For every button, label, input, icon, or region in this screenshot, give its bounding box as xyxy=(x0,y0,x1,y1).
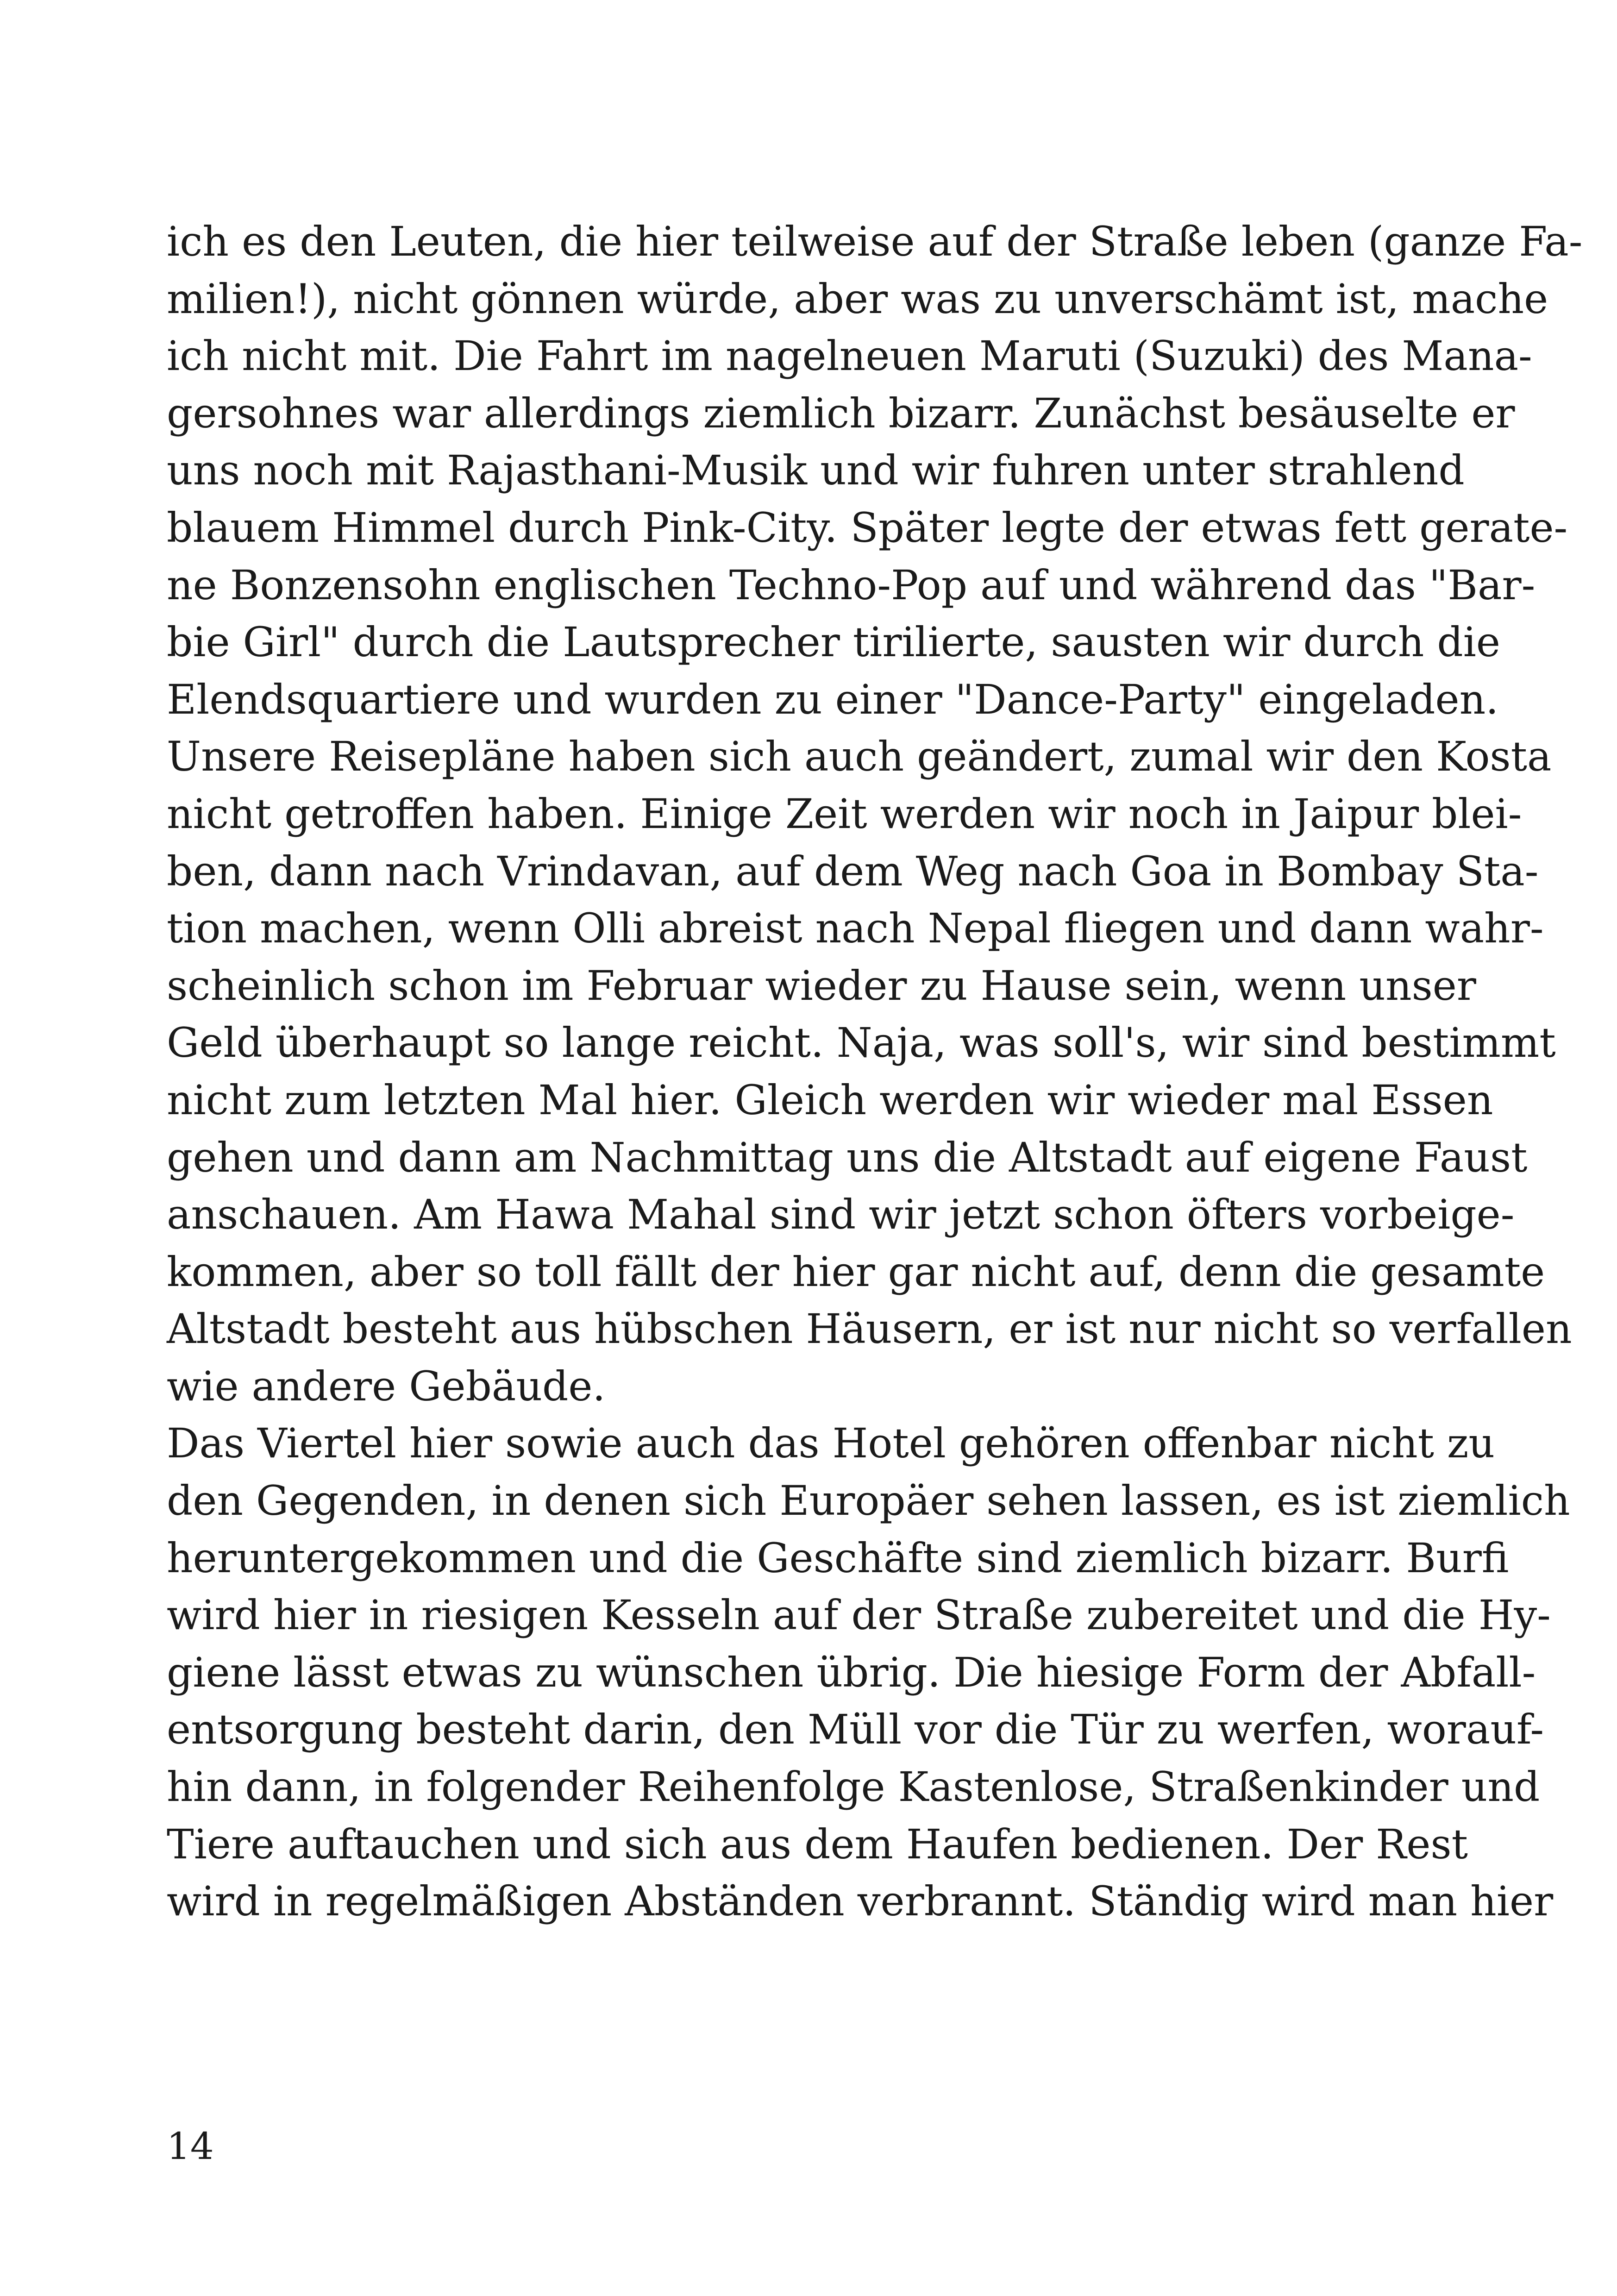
text-line: anschauen. Am Hawa Mahal sind wir jetzt schon öfters vorbeige- xyxy=(167,1191,1515,1239)
text-line: milien!), nicht gönnen würde, aber was zu unverschämt ist, mache xyxy=(167,275,1548,323)
text-line: ne Bonzensohn englischen Techno-Pop auf und während das "Bar- xyxy=(167,561,1536,609)
text-line: Altstadt besteht aus hübschen Häusern, er ist nur nicht so verfallen xyxy=(167,1305,1572,1353)
text-line: den Gegenden, in denen sich Europäer sehen lassen, es ist ziemlich xyxy=(167,1477,1570,1525)
text-line: entsorgung besteht darin, den Müll vor die Tür zu werfen, worauf- xyxy=(167,1706,1544,1754)
text-line: gersohnes war allerdings ziemlich bizarr. Zunächst besäuselte er xyxy=(167,389,1515,437)
body-text xyxy=(167,213,1583,1930)
paragraph-1 xyxy=(167,213,1583,728)
paragraph-3 xyxy=(167,1415,1570,1930)
text-line: scheinlich schon im Februar wieder zu Hause sein, wenn unser xyxy=(167,961,1476,1010)
text-line: ich es den Leuten, die hier teilweise auf der Straße leben (ganze Fa- xyxy=(167,218,1583,265)
text-line: Geld überhaupt so lange reicht. Naja, was soll's, wir sind bestimmt xyxy=(167,1019,1556,1067)
text-line: wird hier in riesigen Kesseln auf der Straße zubereitet und die Hy- xyxy=(167,1591,1551,1639)
text-line: ben, dann nach Vrindavan, auf dem Weg nach Goa in Bombay Sta- xyxy=(167,847,1539,895)
text-line: nicht getroffen haben. Einige Zeit werden wir noch in Jaipur blei- xyxy=(167,790,1522,838)
text-line: uns noch mit Rajasthani-Musik und wir fuhren unter strahlend xyxy=(167,446,1465,495)
text-line: Elendsquartiere und wurden zu einer "Dance-Party" eingeladen. xyxy=(167,675,1499,723)
text-line: Das Viertel hier sowie auch das Hotel gehören offenbar nicht zu xyxy=(167,1419,1495,1468)
text-line: heruntergekommen und die Geschäfte sind ziemlich bizarr. Burfi xyxy=(167,1534,1509,1582)
text-line: wie andere Gebäude. xyxy=(167,1362,606,1410)
text-line: hin dann, in folgender Reihenfolge Kastenlose, Straßenkinder und xyxy=(167,1763,1540,1811)
text-line: gehen und dann am Nachmittag uns die Altstadt auf eigene Faust xyxy=(167,1133,1528,1181)
text-line: bie Girl" durch die Lautsprecher tirilierte, sausten wir durch die xyxy=(167,618,1500,666)
paragraph-2 xyxy=(167,728,1572,1415)
text-line: tion machen, wenn Olli abreist nach Nepal fliegen und dann wahr- xyxy=(167,904,1544,953)
text-line: kommen, aber so toll fällt der hier gar nicht auf, denn die gesamte xyxy=(167,1248,1545,1296)
text-line: blauem Himmel durch Pink-City. Später legte der etwas fett gerate- xyxy=(167,503,1568,552)
text-line: giene lässt etwas zu wünschen übrig. Die hiesige Form der Abfall- xyxy=(167,1648,1536,1696)
text-line: wird in regelmäßigen Abständen verbrannt. Ständig wird man hier xyxy=(167,1877,1554,1926)
text-line: Unsere Reisepläne haben sich auch geändert, zumal wir den Kosta xyxy=(167,733,1552,781)
text-line: Tiere auftauchen und sich aus dem Haufen bedienen. Der Rest xyxy=(167,1820,1468,1868)
page-number: 14 xyxy=(167,2125,214,2168)
text-line: nicht zum letzten Mal hier. Gleich werden wir wieder mal Essen xyxy=(167,1076,1493,1124)
text-line: ich nicht mit. Die Fahrt im nagelneuen Maruti (Suzuki) des Mana- xyxy=(167,332,1532,380)
